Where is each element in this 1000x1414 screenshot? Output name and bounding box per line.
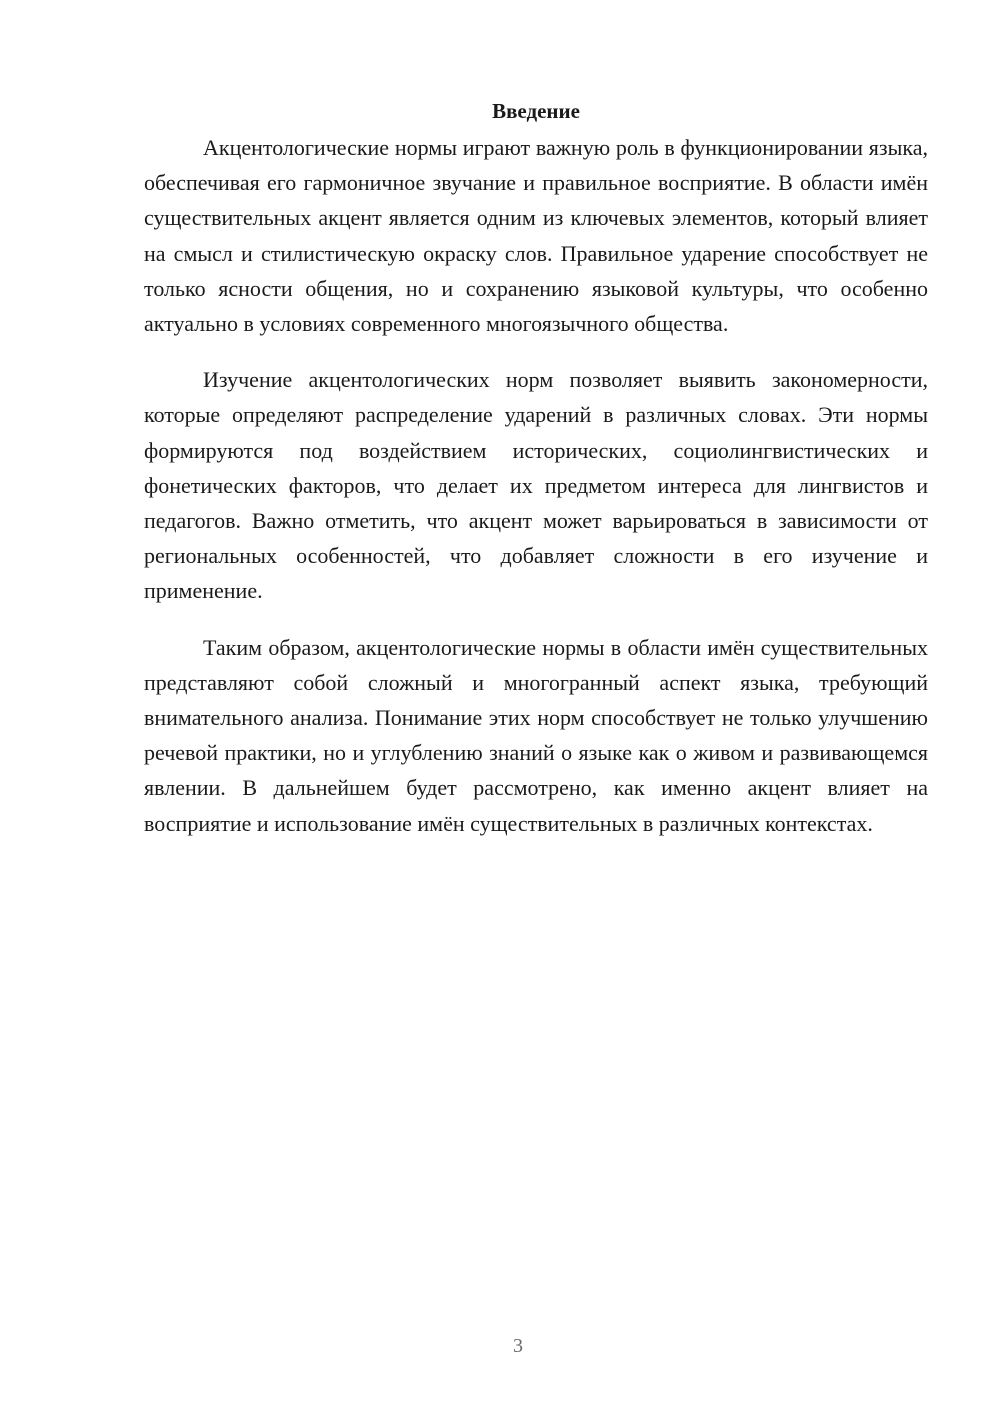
page-content xyxy=(144,96,928,862)
paragraph-2: Изучение акцентологических норм позволяет выявить закономерности, которые определяют распределение ударений в различных словах. Эти нормы формируются под воздействием исторических, социолингвистических и фонетических факторов, что делает их предметом интереса для лингвистов и педагогов. Важно отметить, что акцент может варьироваться в зависимости от региональных особенностей, что добавляет сложности в его изучение и применение. xyxy=(144,367,928,604)
paragraph-1: Акцентологические нормы играют важную роль в функционировании языка, обеспечивая его гармоничное звучание и правильное восприятие. В области имён существительных акцент является одним из ключевых элементов, который влияет на смысл и стилистическую окраску слов. Правильное ударение способствует не только ясности общения, но и сохранению языковой культуры, что особенно актуально в условиях современного многоязычного общества. xyxy=(144,135,928,337)
paragraph-3: Таким образом, акцентологические нормы в области имён существительных представляют собой сложный и многогранный аспект языка, требующий внимательного анализа. Понимание этих норм способствует не только улучшению речевой практики, но и углублению знаний о языке как о живом и развивающемся явлении. В дальнейшем будет рассмотрено, как именно акцент влияет на восприятие и использование имён существительных в различных контекстах. xyxy=(144,634,928,836)
page-number: 3 xyxy=(513,1335,523,1357)
section-title: Введение xyxy=(492,99,580,123)
